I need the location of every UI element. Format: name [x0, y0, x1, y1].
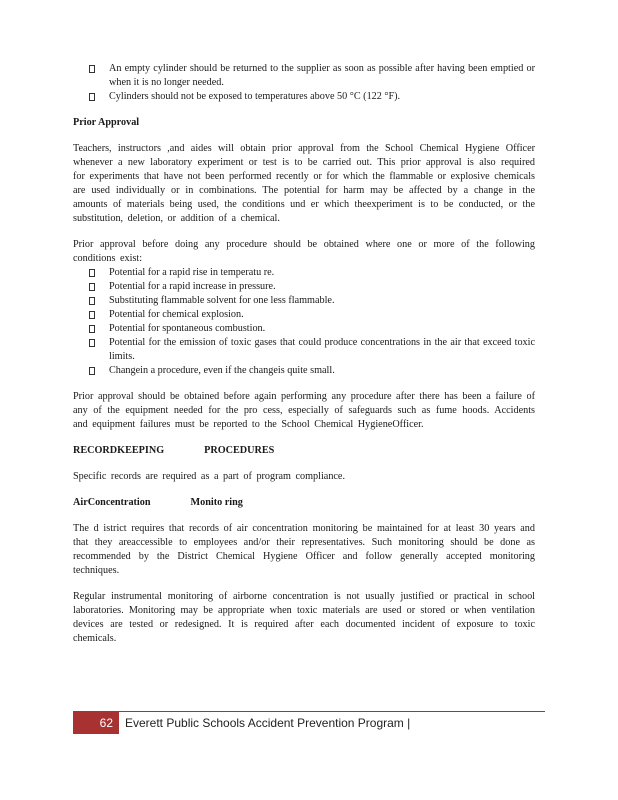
- page-number-badge: 62: [73, 712, 119, 734]
- list-item: Changein a procedure, even if the changeis quite small.: [73, 364, 535, 378]
- list-item: Potential for chemical explosion.: [73, 308, 535, 322]
- section-heading-prior-approval: Prior Approval: [73, 117, 140, 128]
- list-item: Potential for the emission of toxic gases that could produce concentrations in the air that exceed toxic limits.: [73, 336, 535, 364]
- paragraph: The d istrict requires that records of air concentration monitoring be maintained for at least 30 years and that they areaccessible to employees and/or their representatives. Such monitoring should be done as recommended by the District Chemical Hygiene Officer and follow generally accepted monitoring techniques.: [73, 523, 535, 576]
- checkbox-glyph-icon: [89, 339, 95, 347]
- section-heading-air-monitoring: AirConcentration Monito ring: [73, 497, 243, 508]
- section-heading-recordkeeping: RECORDKEEPING PROCEDURES: [73, 445, 275, 456]
- checkbox-glyph-icon: [89, 269, 95, 277]
- checkbox-glyph-icon: [89, 283, 95, 291]
- footer-title: Everett Public Schools Accident Prevention Program |: [125, 716, 411, 730]
- checkbox-glyph-icon: [89, 93, 95, 101]
- list-item: Cylinders should not be exposed to temperatures above 50 °C (122 °F).: [73, 90, 535, 104]
- checkbox-glyph-icon: [89, 325, 95, 333]
- paragraph: Teachers, instructors ,and aides will obtain prior approval from the School Chemical Hygiene Officer whenever a new laboratory experiment or test is to be carried out. This prior approval is also required for experiments that have not been performed recently or for which the flammable or explosive chemicals are used individually or in combinations. The potential for harm may be affected by a change in the amounts of materials being used, the conditions und er which theexperiment is to be conducted, or the substitution, deletion, or addition of a chemical.: [73, 143, 535, 224]
- checkbox-glyph-icon: [89, 297, 95, 305]
- page-footer: [73, 712, 410, 734]
- checkbox-glyph-icon: [89, 367, 95, 375]
- cylinder-bullets: [73, 62, 535, 104]
- list-item: Potential for a rapid increase in pressure.: [73, 280, 535, 294]
- checkbox-glyph-icon: [89, 311, 95, 319]
- list-item: An empty cylinder should be returned to the supplier as soon as possible after having been emptied or when it is no longer needed.: [73, 62, 535, 90]
- paragraph: Prior approval before doing any procedure should be obtained where one or more of the following conditions exist:: [73, 239, 535, 264]
- paragraph: Prior approval should be obtained before again performing any procedure after there has been a failure of any of the equipment needed for the pro cess, especially of safeguards such as fume hoods. Accidents and equipment failures must be reported to the School Chemical HygieneOfficer.: [73, 391, 535, 430]
- page-content: [73, 62, 535, 658]
- list-item: Potential for a rapid rise in temperatu re.: [73, 266, 535, 280]
- checkbox-glyph-icon: [89, 65, 95, 73]
- list-item: Potential for spontaneous combustion.: [73, 322, 535, 336]
- conditions-list: [73, 266, 535, 378]
- list-item: Substituting flammable solvent for one less flammable.: [73, 294, 535, 308]
- paragraph: Regular instrumental monitoring of airborne concentration is not usually justified or practical in school laboratories. Monitoring may be appropriate when toxic materials are used or stored or when ventilation devices are tested or redesigned. It is required after each documented incident of exposure to toxic chemicals.: [73, 591, 535, 644]
- paragraph: Specific records are required as a part of program compliance.: [73, 471, 346, 482]
